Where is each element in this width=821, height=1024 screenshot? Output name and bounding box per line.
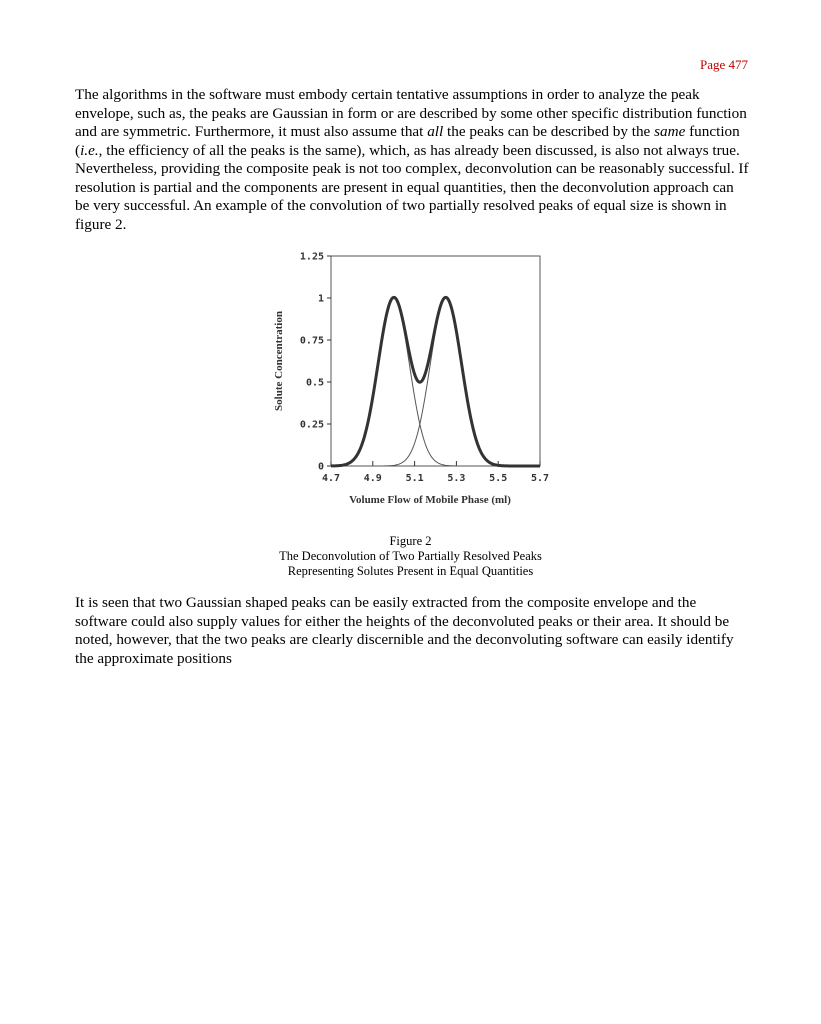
text-run: , the efficiency of all the peaks is the same), which, as has already been discussed, is also not always true. Nevertheless, providing the composite peak is not too complex, deconvolution can be reasonably successful. If resolution is partial and the components are present in equal quantities, then the deconvolution approach can be very successful. An example of the convolution of two partially resolved peaks of equal size is shown in figure 2. (75, 141, 749, 233)
deconvolution-chart (262, 244, 562, 514)
y-tick-label: 0.75 (299, 335, 324, 347)
x-tick-label: 5.5 (489, 473, 508, 484)
text-run: the peaks can be described by the (443, 123, 655, 140)
page-number: Page 477 (699, 57, 748, 72)
caption-line-2: Representing Solutes Present in Equal Quantities (287, 564, 534, 578)
x-tick-label: 5.3 (447, 473, 466, 484)
y-tick-label: 1 (317, 293, 324, 305)
x-tick-label: 4.9 (363, 473, 382, 484)
figure-label: Figure 2 (389, 534, 432, 548)
paragraph-intro (75, 86, 751, 234)
text-run: The algorithms in the software must embody certain tentative assumptions in order to analyze the peak envelope, such as, the peaks are Gaussian in form or are described by some other specific distribution function and are symmetric. Furthermore, it must also assume that (75, 86, 747, 140)
figure-2-chart (262, 244, 562, 514)
figure-caption (200, 534, 621, 579)
y-tick-label: 1.25 (299, 251, 324, 263)
italic-term: i.e. (80, 141, 99, 159)
y-tick-label: 0.25 (299, 419, 324, 431)
y-tick-label: 0.5 (305, 377, 324, 389)
paragraph-conclusion: It is seen that two Gaussian shaped peaks can be easily extracted from the composite envelope and the software could also supply values for either the heights of the deconvoluted peaks or their area. It should be noted, however, that the two peaks are clearly discernible and the deconvoluting software can easily identify the approximate positions (75, 594, 734, 667)
italic-term: same (654, 123, 686, 140)
italic-term: all (427, 123, 444, 140)
y-tick-label: 0 (317, 461, 324, 473)
x-axis-title: Volume Flow of Mobile Phase (ml) (349, 494, 511, 506)
x-tick-label: 4.7 (321, 473, 341, 484)
caption-line-1: The Deconvolution of Two Partially Resolved Peaks (279, 549, 542, 563)
composite-envelope-line (331, 297, 540, 466)
x-tick-label: 5.7 (530, 473, 550, 484)
y-axis-title: Solute Concentration (273, 311, 285, 411)
x-tick-label: 5.1 (405, 473, 424, 484)
plot-frame (331, 256, 540, 466)
text-run: function ( (75, 123, 740, 159)
